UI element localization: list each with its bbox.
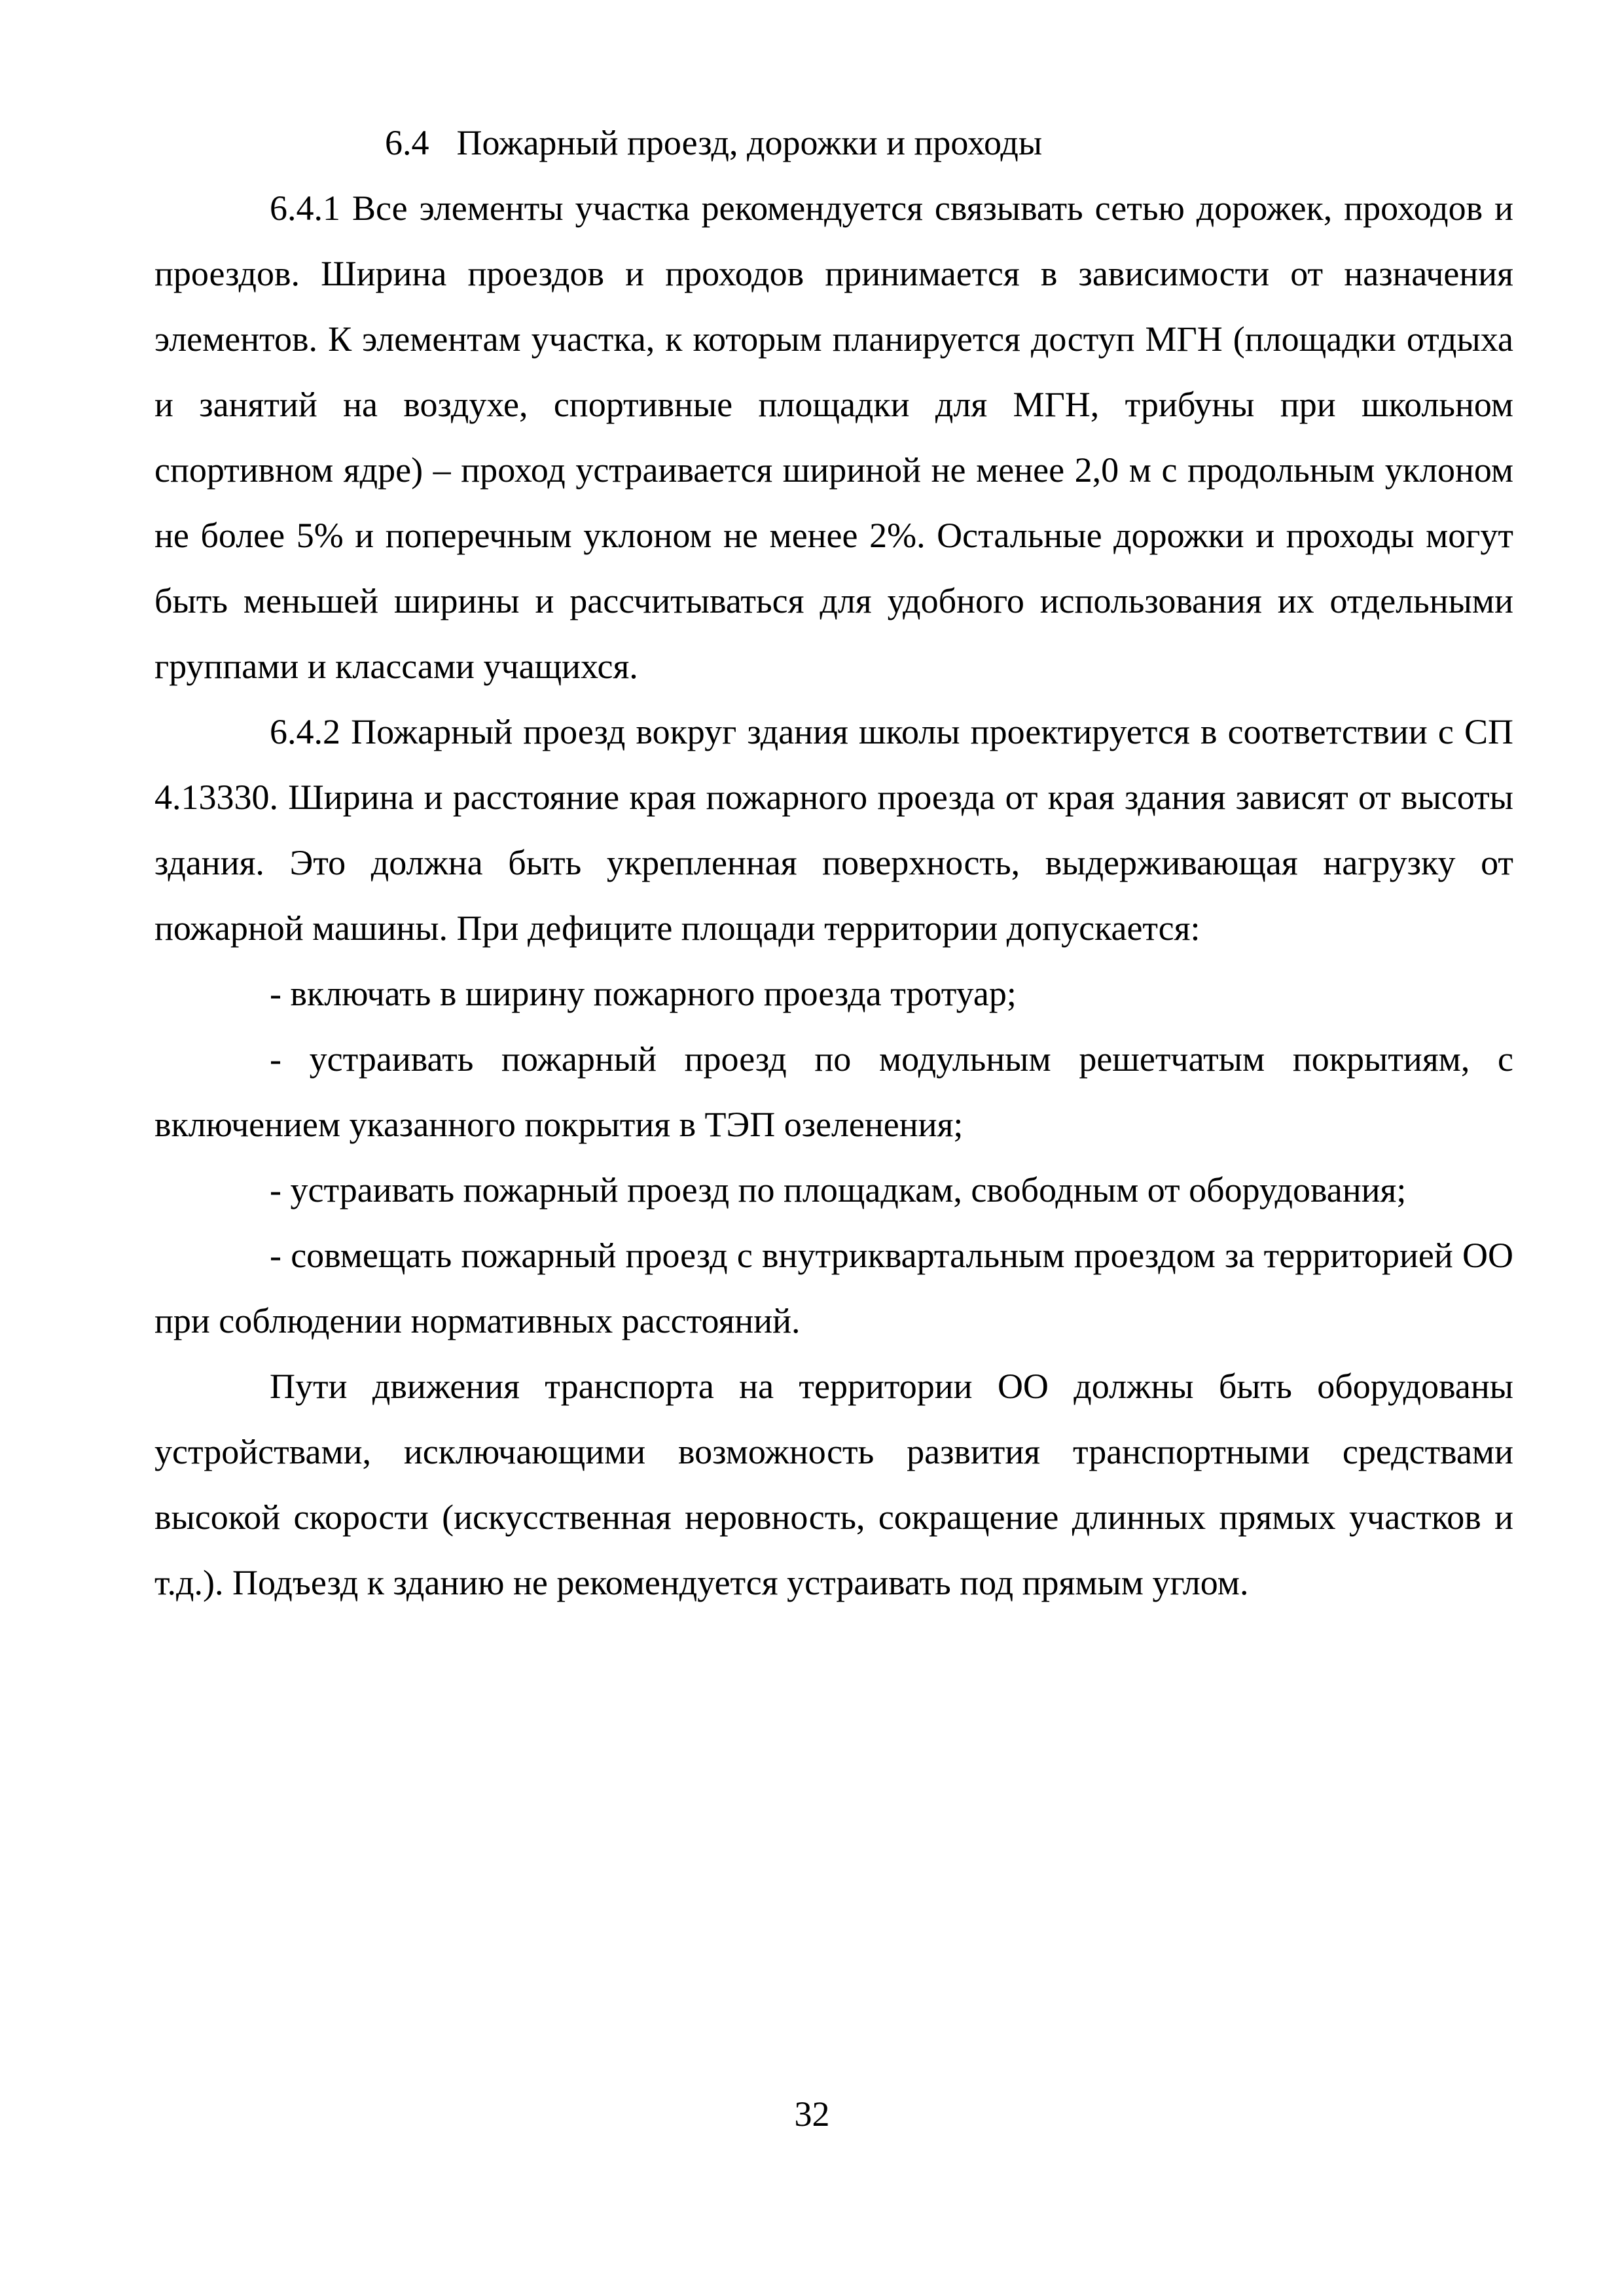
section-number: 6.4 <box>385 123 429 162</box>
list-item-sidewalk: - включать в ширину пожарного проезда тротуар; <box>270 974 1017 1013</box>
section-heading <box>154 110 1513 175</box>
page-content <box>154 110 1513 1615</box>
paragraph-transport-routes: Пути движения транспорта на территории ОО должны быть оборудованы устройствами, исключающими возможность развития транспортными средствами высокой скорости (искусственная неровность, сокращение длинных прямых участков и т.д.). Подъезд к зданию не рекомендуется устраивать под прямым углом. <box>154 1367 1513 1602</box>
list-item-combine-driveway: - совмещать пожарный проезд с внутриквартальным проездом за территорией ОО при соблюдении нормативных расстояний. <box>154 1236 1513 1340</box>
paragraph-6-4-1: 6.4.1 Все элементы участка рекомендуется связывать сетью дорожек, проходов и проездов. Ширина проездов и проходов принимается в зависимости от назначения элементов. К элементам участка, к которым планируется доступ МГН (площадки отдыха и занятий на воздухе, спортивные площадки для МГН, трибуны при школьном спортивном ядре) – проход устраивается шириной не менее 2,0 м с продольным уклоном не более 5% и поперечным уклоном не менее 2%. Остальные дорожки и проходы могут быть меньшей ширины и рассчитываться для удобного использования их отдельными группами и классами учащихся. <box>154 188 1513 686</box>
list-item-grid-coverings: - устраивать пожарный проезд по модульным решетчатым покрытиям, с включением указанного покрытия в ТЭП озеленения; <box>154 1039 1513 1144</box>
list-item-free-areas: - устраивать пожарный проезд по площадкам, свободным от оборудования; <box>270 1170 1407 1210</box>
section-title: Пожарный проезд, дорожки и проходы <box>456 123 1043 162</box>
page-number: 32 <box>794 2094 830 2134</box>
paragraph-6-4-2: 6.4.2 Пожарный проезд вокруг здания школы проектируется в соответствии с СП 4.13330. Ширина и расстояние края пожарного проезда от края здания зависят от высоты здания. Это должна быть укрепленная поверхность, выдерживающая нагрузку от пожарной машины. При дефиците площади территории допускается: <box>154 712 1513 948</box>
